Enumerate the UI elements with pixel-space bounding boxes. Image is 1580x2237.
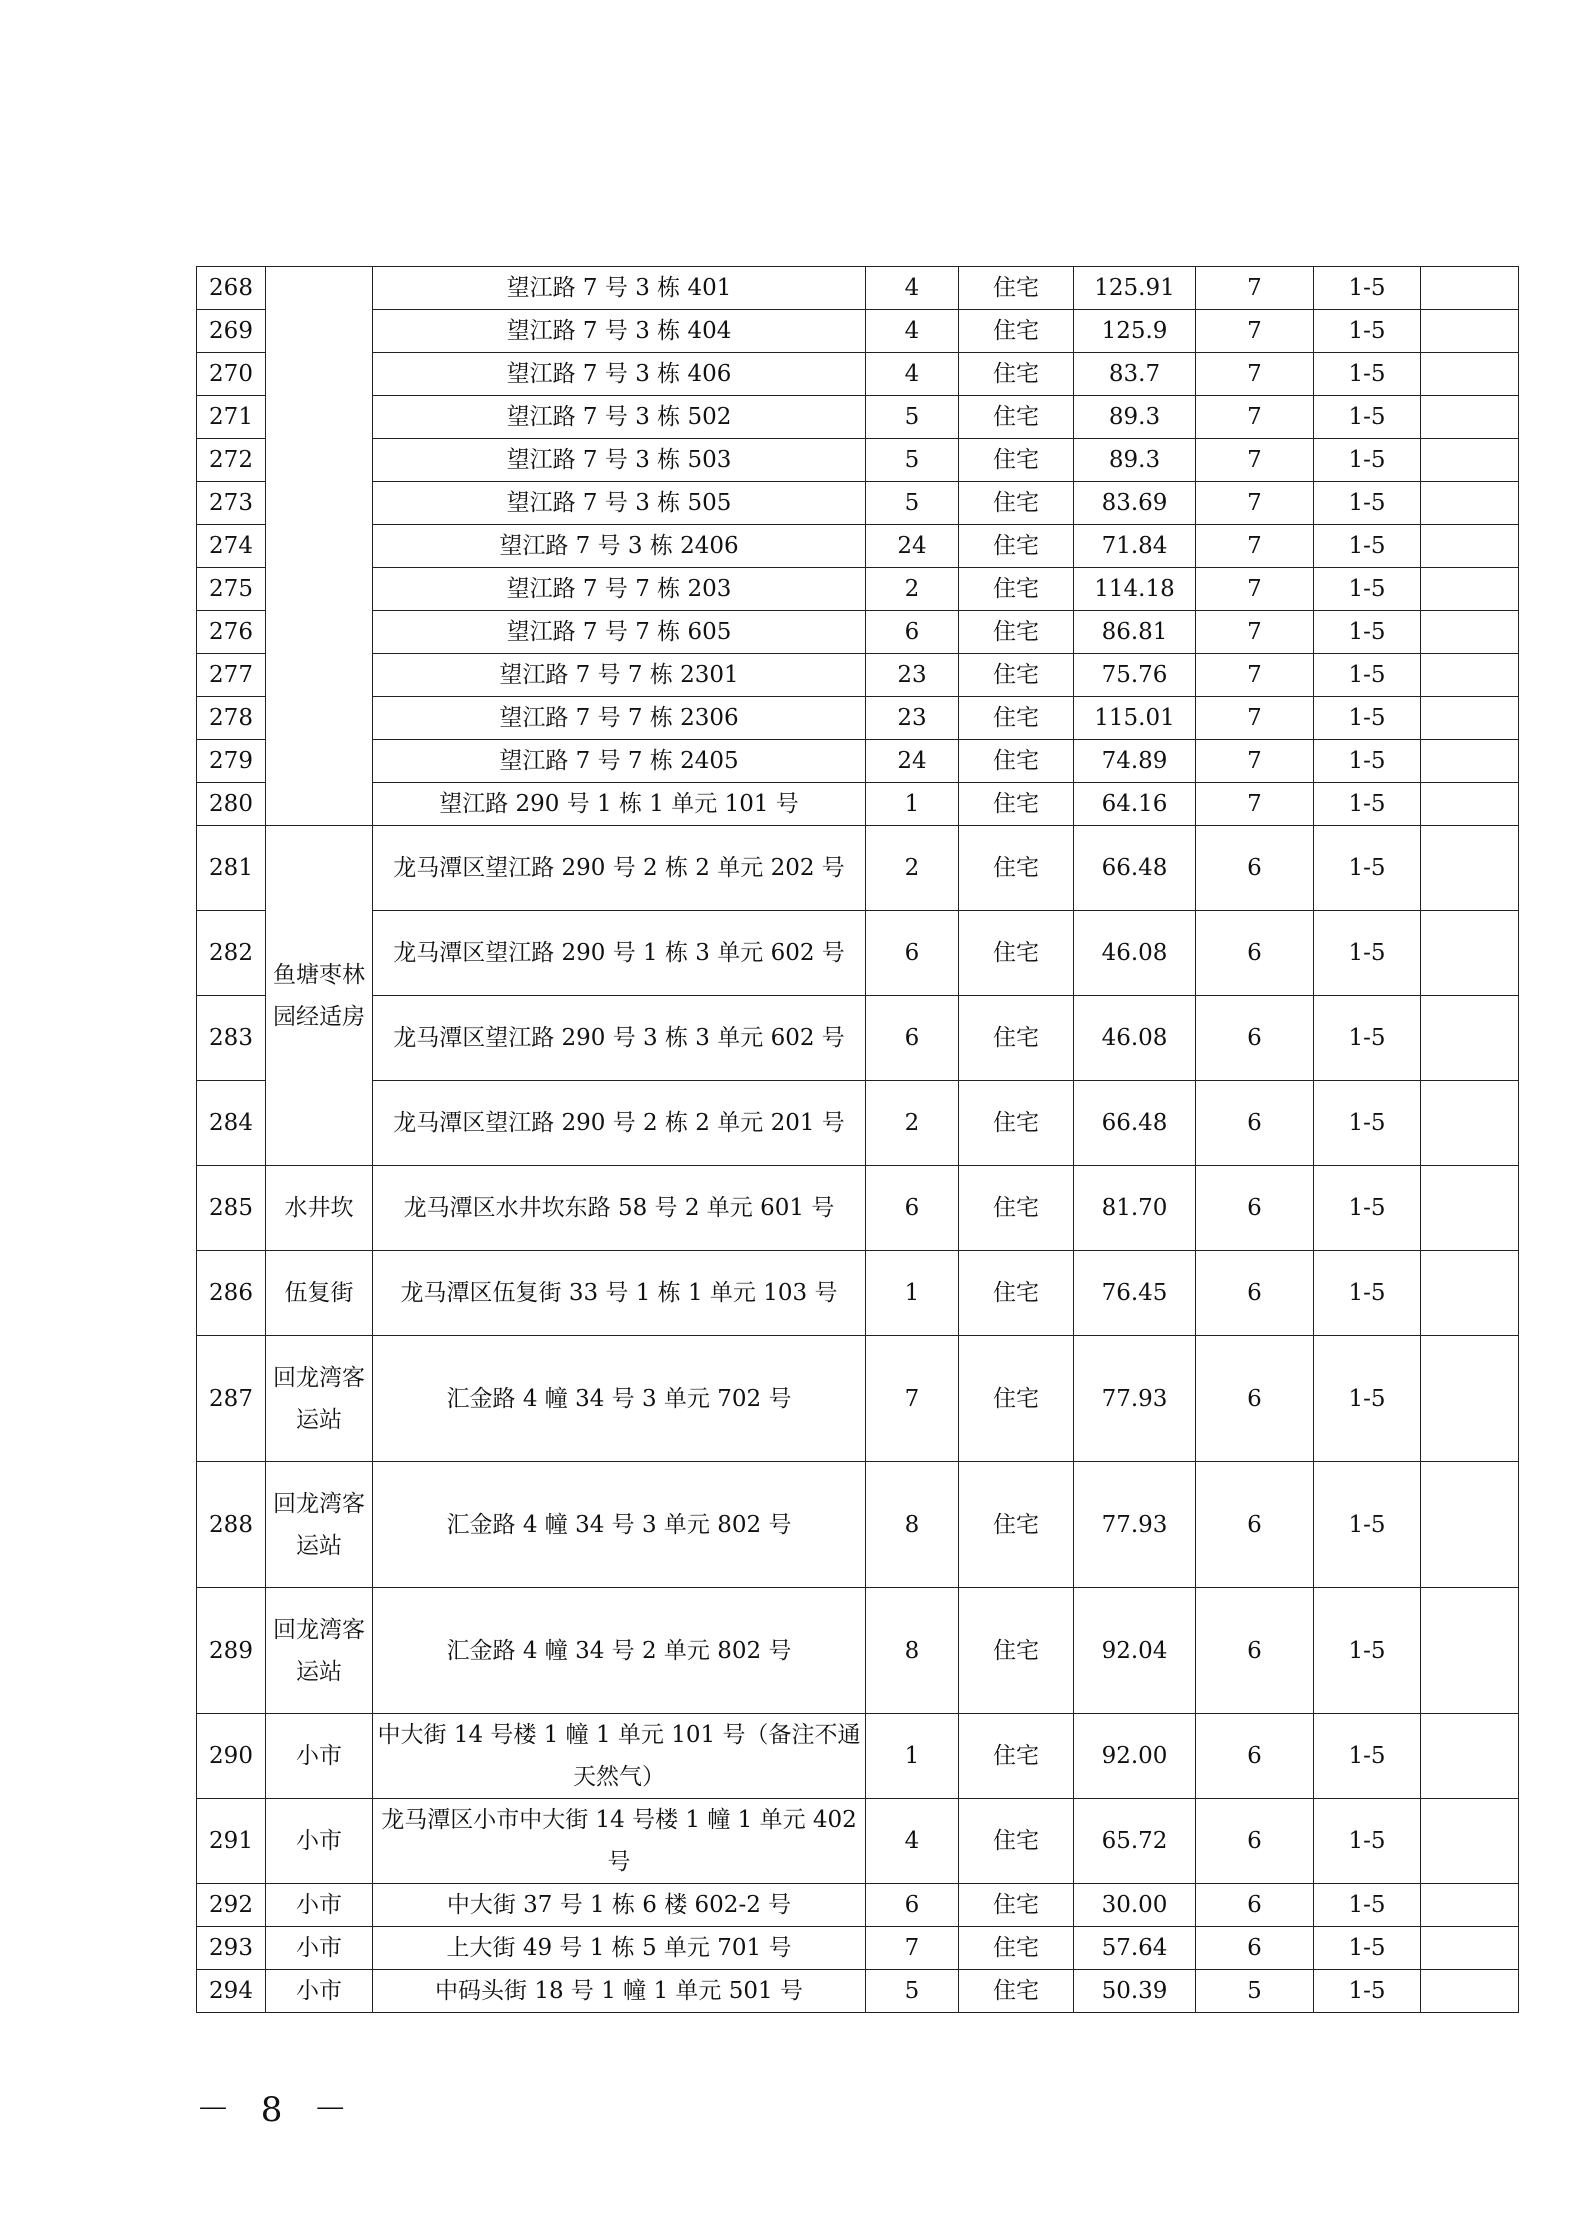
row-number: 273 (197, 482, 266, 525)
address-cell: 望江路 7 号 3 栋 401 (373, 267, 866, 310)
floor-cell: 4 (866, 310, 959, 353)
floor-cell: 2 (866, 568, 959, 611)
table-row (197, 740, 1519, 783)
address-cell: 汇金路 4 幢 34 号 3 单元 702 号 (373, 1336, 866, 1462)
col7-cell: 7 (1196, 267, 1314, 310)
floor-cell: 4 (866, 353, 959, 396)
address-cell: 望江路 290 号 1 栋 1 单元 101 号 (373, 783, 866, 826)
usage-cell: 住宅 (959, 826, 1074, 911)
remark-cell (1421, 1166, 1519, 1251)
size-cell: 65.72 (1074, 1799, 1196, 1884)
row-number: 284 (197, 1081, 266, 1166)
remark-cell (1421, 353, 1519, 396)
col8-cell: 1-5 (1314, 1251, 1421, 1336)
size-cell: 76.45 (1074, 1251, 1196, 1336)
col7-cell: 6 (1196, 911, 1314, 996)
remark-cell (1421, 1714, 1519, 1799)
usage-cell: 住宅 (959, 1970, 1074, 2013)
row-number: 283 (197, 996, 266, 1081)
table-row (197, 611, 1519, 654)
table-row (197, 1714, 1519, 1799)
col7-cell: 7 (1196, 654, 1314, 697)
row-number: 268 (197, 267, 266, 310)
remark-cell (1421, 911, 1519, 996)
col7-cell: 6 (1196, 1714, 1314, 1799)
col8-cell: 1-5 (1314, 396, 1421, 439)
col7-cell: 6 (1196, 996, 1314, 1081)
floor-cell: 5 (866, 1970, 959, 2013)
col8-cell: 1-5 (1314, 267, 1421, 310)
size-cell: 89.3 (1074, 396, 1196, 439)
size-cell: 83.69 (1074, 482, 1196, 525)
floor-cell: 23 (866, 654, 959, 697)
col8-cell: 1-5 (1314, 996, 1421, 1081)
area-cell: 水井坎 (266, 1166, 373, 1251)
remark-cell (1421, 482, 1519, 525)
housing-table (196, 266, 1519, 2013)
row-number: 281 (197, 826, 266, 911)
col7-cell: 7 (1196, 310, 1314, 353)
size-cell: 50.39 (1074, 1970, 1196, 2013)
floor-cell: 6 (866, 611, 959, 654)
row-number: 276 (197, 611, 266, 654)
remark-cell (1421, 267, 1519, 310)
usage-cell: 住宅 (959, 1884, 1074, 1927)
address-cell: 龙马潭区望江路 290 号 1 栋 3 单元 602 号 (373, 911, 866, 996)
floor-cell: 6 (866, 1166, 959, 1251)
row-number: 286 (197, 1251, 266, 1336)
col7-cell: 7 (1196, 611, 1314, 654)
size-cell: 75.76 (1074, 654, 1196, 697)
col8-cell: 1-5 (1314, 740, 1421, 783)
col8-cell: 1-5 (1314, 826, 1421, 911)
usage-cell: 住宅 (959, 1462, 1074, 1588)
area-cell: 伍复街 (266, 1251, 373, 1336)
col7-cell: 7 (1196, 439, 1314, 482)
usage-cell: 住宅 (959, 1799, 1074, 1884)
usage-cell: 住宅 (959, 1588, 1074, 1714)
floor-cell: 5 (866, 396, 959, 439)
table-row (197, 1799, 1519, 1884)
floor-cell: 24 (866, 740, 959, 783)
remark-cell (1421, 996, 1519, 1081)
col7-cell: 6 (1196, 826, 1314, 911)
row-number: 293 (197, 1927, 266, 1970)
usage-cell: 住宅 (959, 783, 1074, 826)
table-row (197, 1336, 1519, 1462)
col7-cell: 7 (1196, 783, 1314, 826)
floor-cell: 2 (866, 826, 959, 911)
col7-cell: 7 (1196, 525, 1314, 568)
size-cell: 92.00 (1074, 1714, 1196, 1799)
area-cell: 小市 (266, 1714, 373, 1799)
floor-cell: 2 (866, 1081, 959, 1166)
table-row (197, 1927, 1519, 1970)
remark-cell (1421, 740, 1519, 783)
remark-cell (1421, 611, 1519, 654)
size-cell: 66.48 (1074, 1081, 1196, 1166)
table-row (197, 996, 1519, 1081)
row-number: 294 (197, 1970, 266, 2013)
address-cell: 汇金路 4 幢 34 号 2 单元 802 号 (373, 1588, 866, 1714)
usage-cell: 住宅 (959, 568, 1074, 611)
table-row (197, 267, 1519, 310)
col7-cell: 7 (1196, 568, 1314, 611)
usage-cell: 住宅 (959, 1336, 1074, 1462)
col7-cell: 6 (1196, 1588, 1314, 1714)
address-cell: 望江路 7 号 7 栋 2405 (373, 740, 866, 783)
size-cell: 89.3 (1074, 439, 1196, 482)
col8-cell: 1-5 (1314, 611, 1421, 654)
usage-cell: 住宅 (959, 1166, 1074, 1251)
col7-cell: 6 (1196, 1081, 1314, 1166)
area-cell: 小市 (266, 1884, 373, 1927)
size-cell: 125.91 (1074, 267, 1196, 310)
address-cell: 中大街 37 号 1 栋 6 楼 602-2 号 (373, 1884, 866, 1927)
table-row (197, 396, 1519, 439)
size-cell: 81.70 (1074, 1166, 1196, 1251)
floor-cell: 5 (866, 482, 959, 525)
row-number: 287 (197, 1336, 266, 1462)
floor-cell: 6 (866, 1884, 959, 1927)
remark-cell (1421, 1799, 1519, 1884)
table-row (197, 482, 1519, 525)
table-row (197, 568, 1519, 611)
address-cell: 汇金路 4 幢 34 号 3 单元 802 号 (373, 1462, 866, 1588)
col7-cell: 6 (1196, 1462, 1314, 1588)
remark-cell (1421, 783, 1519, 826)
size-cell: 64.16 (1074, 783, 1196, 826)
address-cell: 中码头街 18 号 1 幢 1 单元 501 号 (373, 1970, 866, 2013)
col8-cell: 1-5 (1314, 1336, 1421, 1462)
col7-cell: 7 (1196, 396, 1314, 439)
floor-cell: 1 (866, 1714, 959, 1799)
col7-cell: 6 (1196, 1336, 1314, 1462)
remark-cell (1421, 697, 1519, 740)
size-cell: 77.93 (1074, 1462, 1196, 1588)
size-cell: 86.81 (1074, 611, 1196, 654)
row-number: 292 (197, 1884, 266, 1927)
remark-cell (1421, 826, 1519, 911)
table-row (197, 1462, 1519, 1588)
remark-cell (1421, 1970, 1519, 2013)
size-cell: 92.04 (1074, 1588, 1196, 1714)
remark-cell (1421, 525, 1519, 568)
col7-cell: 5 (1196, 1970, 1314, 2013)
floor-cell: 7 (866, 1336, 959, 1462)
remark-cell (1421, 654, 1519, 697)
remark-cell (1421, 396, 1519, 439)
usage-cell: 住宅 (959, 1927, 1074, 1970)
usage-cell: 住宅 (959, 482, 1074, 525)
size-cell: 83.7 (1074, 353, 1196, 396)
remark-cell (1421, 1336, 1519, 1462)
area-cell: 小市 (266, 1970, 373, 2013)
col7-cell: 6 (1196, 1927, 1314, 1970)
usage-cell: 住宅 (959, 525, 1074, 568)
floor-cell: 8 (866, 1462, 959, 1588)
col8-cell: 1-5 (1314, 1884, 1421, 1927)
remark-cell (1421, 1081, 1519, 1166)
table-row (197, 697, 1519, 740)
row-number: 272 (197, 439, 266, 482)
remark-cell (1421, 1588, 1519, 1714)
col8-cell: 1-5 (1314, 1462, 1421, 1588)
row-number: 271 (197, 396, 266, 439)
usage-cell: 住宅 (959, 439, 1074, 482)
usage-cell: 住宅 (959, 267, 1074, 310)
size-cell: 125.9 (1074, 310, 1196, 353)
row-number: 291 (197, 1799, 266, 1884)
row-number: 288 (197, 1462, 266, 1588)
size-cell: 66.48 (1074, 826, 1196, 911)
usage-cell: 住宅 (959, 353, 1074, 396)
col8-cell: 1-5 (1314, 654, 1421, 697)
address-cell: 望江路 7 号 7 栋 605 (373, 611, 866, 654)
row-number: 269 (197, 310, 266, 353)
floor-cell: 6 (866, 911, 959, 996)
size-cell: 46.08 (1074, 996, 1196, 1081)
col7-cell: 6 (1196, 1166, 1314, 1251)
col8-cell: 1-5 (1314, 697, 1421, 740)
col7-cell: 6 (1196, 1251, 1314, 1336)
row-number: 290 (197, 1714, 266, 1799)
size-cell: 71.84 (1074, 525, 1196, 568)
row-number: 285 (197, 1166, 266, 1251)
size-cell: 74.89 (1074, 740, 1196, 783)
address-cell: 望江路 7 号 3 栋 503 (373, 439, 866, 482)
area-cell: 回龙湾客运站 (266, 1336, 373, 1462)
remark-cell (1421, 1884, 1519, 1927)
size-cell: 115.01 (1074, 697, 1196, 740)
address-cell: 龙马潭区望江路 290 号 3 栋 3 单元 602 号 (373, 996, 866, 1081)
address-cell: 望江路 7 号 3 栋 404 (373, 310, 866, 353)
address-cell: 龙马潭区小市中大街 14 号楼 1 幢 1 单元 402 号 (373, 1799, 866, 1884)
table-row (197, 1970, 1519, 2013)
row-number: 282 (197, 911, 266, 996)
address-cell: 中大街 14 号楼 1 幢 1 单元 101 号（备注不通天然气） (373, 1714, 866, 1799)
size-cell: 57.64 (1074, 1927, 1196, 1970)
table-row (197, 654, 1519, 697)
table-row (197, 1081, 1519, 1166)
remark-cell (1421, 439, 1519, 482)
col7-cell: 7 (1196, 697, 1314, 740)
usage-cell: 住宅 (959, 396, 1074, 439)
row-number: 275 (197, 568, 266, 611)
row-number: 279 (197, 740, 266, 783)
col7-cell: 7 (1196, 740, 1314, 783)
col8-cell: 1-5 (1314, 1588, 1421, 1714)
row-number: 278 (197, 697, 266, 740)
col8-cell: 1-5 (1314, 783, 1421, 826)
table-row (197, 525, 1519, 568)
row-number: 289 (197, 1588, 266, 1714)
col8-cell: 1-5 (1314, 353, 1421, 396)
size-cell: 46.08 (1074, 911, 1196, 996)
floor-cell: 1 (866, 783, 959, 826)
floor-cell: 5 (866, 439, 959, 482)
remark-cell (1421, 568, 1519, 611)
usage-cell: 住宅 (959, 996, 1074, 1081)
page-number: － 8 － (196, 2090, 358, 2130)
address-cell: 龙马潭区水井坎东路 58 号 2 单元 601 号 (373, 1166, 866, 1251)
table-row (197, 1251, 1519, 1336)
remark-cell (1421, 310, 1519, 353)
col8-cell: 1-5 (1314, 439, 1421, 482)
col8-cell: 1-5 (1314, 911, 1421, 996)
table-row (197, 783, 1519, 826)
area-cell: 回龙湾客运站 (266, 1462, 373, 1588)
floor-cell: 4 (866, 267, 959, 310)
floor-cell: 6 (866, 996, 959, 1081)
usage-cell: 住宅 (959, 740, 1074, 783)
area-cell: 小市 (266, 1799, 373, 1884)
table-row (197, 911, 1519, 996)
row-number: 274 (197, 525, 266, 568)
address-cell: 望江路 7 号 7 栋 203 (373, 568, 866, 611)
area-cell (266, 267, 373, 826)
floor-cell: 7 (866, 1927, 959, 1970)
col8-cell: 1-5 (1314, 1714, 1421, 1799)
col8-cell: 1-5 (1314, 1970, 1421, 2013)
size-cell: 114.18 (1074, 568, 1196, 611)
table-row (197, 1884, 1519, 1927)
area-cell: 鱼塘枣林园经适房 (266, 826, 373, 1166)
col7-cell: 6 (1196, 1799, 1314, 1884)
usage-cell: 住宅 (959, 1714, 1074, 1799)
remark-cell (1421, 1251, 1519, 1336)
floor-cell: 23 (866, 697, 959, 740)
col7-cell: 7 (1196, 353, 1314, 396)
floor-cell: 24 (866, 525, 959, 568)
remark-cell (1421, 1927, 1519, 1970)
floor-cell: 4 (866, 1799, 959, 1884)
col8-cell: 1-5 (1314, 1799, 1421, 1884)
address-cell: 上大街 49 号 1 栋 5 单元 701 号 (373, 1927, 866, 1970)
address-cell: 望江路 7 号 7 栋 2301 (373, 654, 866, 697)
col8-cell: 1-5 (1314, 525, 1421, 568)
size-cell: 77.93 (1074, 1336, 1196, 1462)
col7-cell: 7 (1196, 482, 1314, 525)
table-row (197, 310, 1519, 353)
address-cell: 望江路 7 号 7 栋 2306 (373, 697, 866, 740)
col8-cell: 1-5 (1314, 1081, 1421, 1166)
usage-cell: 住宅 (959, 697, 1074, 740)
row-number: 280 (197, 783, 266, 826)
usage-cell: 住宅 (959, 911, 1074, 996)
table-row (197, 1588, 1519, 1714)
size-cell: 30.00 (1074, 1884, 1196, 1927)
address-cell: 龙马潭区伍复街 33 号 1 栋 1 单元 103 号 (373, 1251, 866, 1336)
address-cell: 望江路 7 号 3 栋 505 (373, 482, 866, 525)
col7-cell: 6 (1196, 1884, 1314, 1927)
remark-cell (1421, 1462, 1519, 1588)
table-row (197, 826, 1519, 911)
col8-cell: 1-5 (1314, 568, 1421, 611)
address-cell: 龙马潭区望江路 290 号 2 栋 2 单元 202 号 (373, 826, 866, 911)
floor-cell: 1 (866, 1251, 959, 1336)
usage-cell: 住宅 (959, 611, 1074, 654)
address-cell: 望江路 7 号 3 栋 2406 (373, 525, 866, 568)
area-cell: 回龙湾客运站 (266, 1588, 373, 1714)
address-cell: 龙马潭区望江路 290 号 2 栋 2 单元 201 号 (373, 1081, 866, 1166)
usage-cell: 住宅 (959, 1251, 1074, 1336)
table-row (197, 439, 1519, 482)
usage-cell: 住宅 (959, 654, 1074, 697)
table-row (197, 1166, 1519, 1251)
usage-cell: 住宅 (959, 310, 1074, 353)
row-number: 277 (197, 654, 266, 697)
col8-cell: 1-5 (1314, 1166, 1421, 1251)
col8-cell: 1-5 (1314, 1927, 1421, 1970)
table-row (197, 353, 1519, 396)
area-cell: 小市 (266, 1927, 373, 1970)
floor-cell: 8 (866, 1588, 959, 1714)
row-number: 270 (197, 353, 266, 396)
col8-cell: 1-5 (1314, 310, 1421, 353)
address-cell: 望江路 7 号 3 栋 406 (373, 353, 866, 396)
col8-cell: 1-5 (1314, 482, 1421, 525)
address-cell: 望江路 7 号 3 栋 502 (373, 396, 866, 439)
usage-cell: 住宅 (959, 1081, 1074, 1166)
